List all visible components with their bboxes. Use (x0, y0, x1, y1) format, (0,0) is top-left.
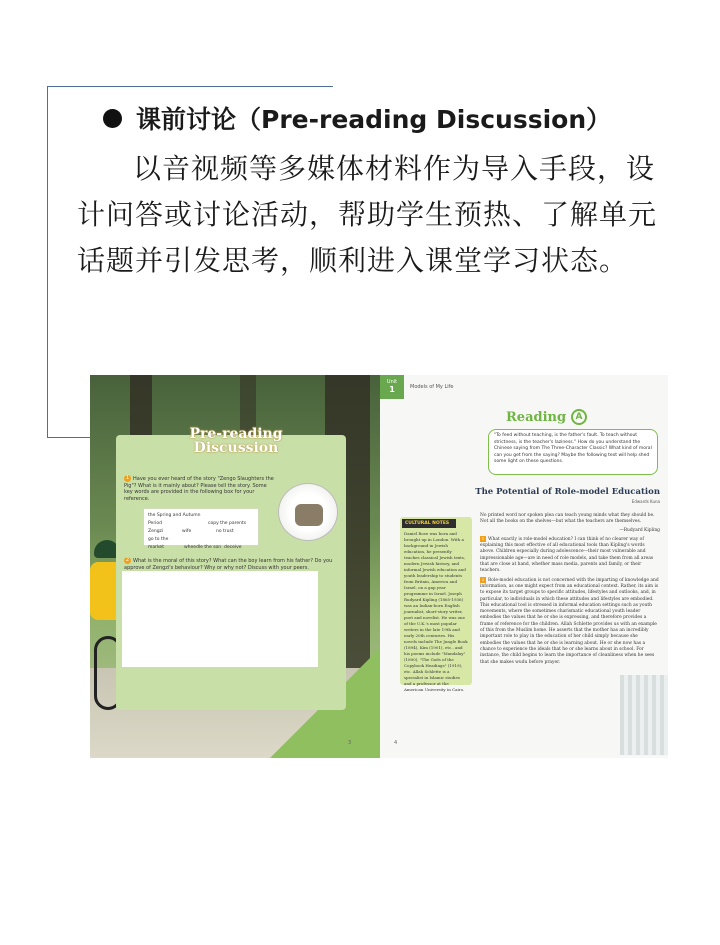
paragraph-1: 1 What exactly is role-model education? I can think of no clearer way of explaining this most effective of all educational tools than Kipling's words above. Children especially during adolescence—their most vulnerable and impressionable age—are in need of role models, and take them from all areas that are close at hand, whether mass media, parents and family, or their teachers. (480, 535, 654, 574)
story-illustration (278, 483, 338, 541)
heading-cn: 课前讨论 (136, 105, 237, 134)
question-1 (124, 475, 274, 502)
heading-en: （Pre-reading Discussion） (236, 105, 612, 134)
book-spread-image (90, 375, 668, 758)
article-title: The Potential of Role-model Education (475, 487, 660, 497)
frame-top-line (47, 86, 333, 87)
section-paragraph: 以音视频等多媒体材料作为导入手段，设计问答或讨论活动，帮助学生预热、了解单元话题并引发思考，顺利进入课堂学习状态。 (77, 152, 658, 277)
unit-title: Models of My Life (410, 384, 454, 390)
frame-left-line (47, 86, 48, 438)
background-bench-graphic (620, 675, 668, 755)
left-page (90, 375, 380, 758)
answer-box (122, 571, 318, 667)
section-heading (103, 100, 611, 136)
pre-reading-prompt-box: "To feed without teaching, is the father's fault. To teach without strictness, is the teacher's laziness." How do you understand the Chinese saying from The Three-Character Classic? What kind of moral can you get from the saying? Maybe the following text will help shed some light on these questions. (488, 429, 658, 475)
question-2 (124, 557, 334, 571)
epigraph: No printed word nor spoken plea can teach young minds what they should be. Not all the books on the shelves—but what the teachers are themselves. (480, 513, 655, 525)
unit-tab: Unit 1 (380, 375, 404, 399)
question-number: 2 (125, 557, 130, 563)
cultural-notes-label: CULTURAL NOTES (402, 519, 456, 528)
question-number: 1 (125, 475, 130, 481)
cultural-notes-text: Daniel Rose was born and brought up in London. With a background in Jewish education, he presently teaches classical Jewish texts, modern Jewish history, and informal Jewish education and youth leadership to students from Britain, America and Israel, on a gap year programme in Israel. Joseph Rudyard Kipling (1865-1936) was an Indian-born English journalist, short-story writer, poet and novelist. He was one of the U.K.'s most popular writers in the late 19th and early 20th centuries. His novels include The Jungle Book (1894), Kim (1901), etc., and his poems include "Mandalay" (1890), "The Gods of the Copybook Headings" (1919), etc. Allah Schlette is a specialist in Islamic studies and a professor at the American University in Cairo. (404, 531, 468, 692)
keyword-box: the Spring and Autumn Period copy the parents Zengzi wife no trust go to the market wheedle the son deceive (143, 508, 259, 546)
paragraph-2: 2 Role-model education is not concerned with the imparting of knowledge and information, as one might expect from an educational context. Rather, its aim is to expose its target groups to specific attitudes, lifestyles and outlooks, and, in particular, to individuals in which these attitudes and lifestyles are embodied. This educational tool is stressed in informal education settings such as youth movements, where the sometimes charismatic educational youth leader embodies the values that he or she is expressing, and therefore provides a frame of reference for the children. Allah Schlette provides us with an example of this from the Muslim home. He asserts that the mother has an incredibly important role to play in the education of her child simply because she embodies the values that he or she is learning about. He or she now has a chance to experience the ideals that he or she learns about in school. For instance, the child begins to learn the importance of cleanliness when he sees that she makes wudu before prayer. (480, 576, 659, 665)
question-text: What is the moral of this story? What can the boy learn from his father? Do you approve of Zengzi's behaviour? Why or why not? Discuss with your peers. (124, 558, 333, 571)
article-author: Edwards Kuna (631, 499, 660, 504)
page-number: 4 (394, 740, 398, 746)
epigraph-author: —Rudyard Kipling (619, 527, 660, 533)
page-number: 3 (348, 740, 352, 746)
reading-label: Reading (506, 410, 567, 425)
question-text: Have you ever heard of the story "Zengo Slaughters the Pig"? What is it mainly about? Please tell the story. Some key words are provided in the following box for your reference. (124, 476, 274, 502)
cultural-notes-box (400, 517, 472, 692)
article-body (480, 513, 660, 668)
card-title: Pre-reading Discussion (189, 426, 283, 456)
bullet-icon (103, 109, 122, 128)
reading-letter-badge: A (571, 409, 587, 425)
right-page (380, 375, 668, 758)
